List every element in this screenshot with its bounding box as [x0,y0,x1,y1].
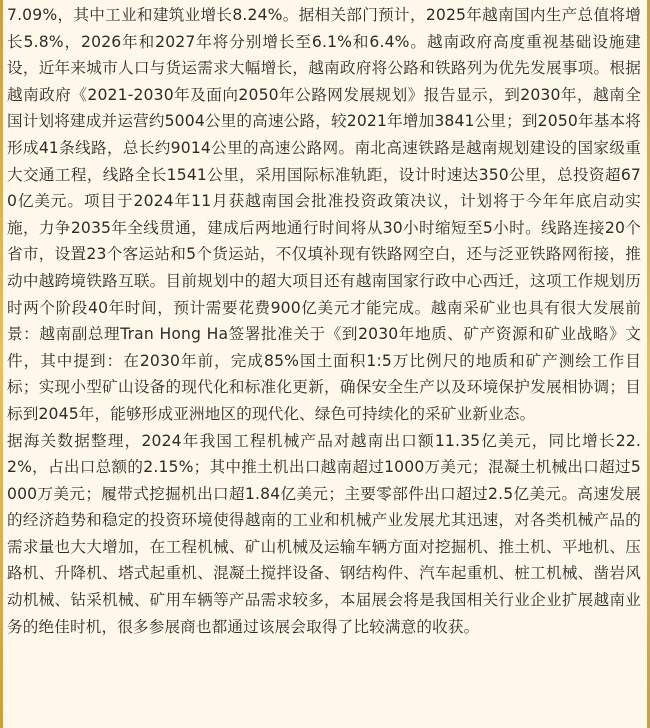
paragraph-export-data-exhibition: 据海关数据整理，2024年我国工程机械产品对越南出口额11.35亿美元，同比增长22.2%，占出口总额的2.15%；其中推土机出口越南超过1000万美元；混凝土机械出口超过5000万美元；履带式挖掘机出口超1.84亿美元；主要零部件出口超过2.5亿美元。高速发展的经济趋势和稳定的投资环境使得越南的工业和机械产业发展尤其迅速，对各类机械产品的需求量也大大增加，在工程机械、矿山机械及运输车辆方面对挖掘机、推土机、平地机、压路机、升降机、塔式起重机、混凝土搅拌设备、钢结构件、汽车起重机、桩工机械、凿岩风动机械、钻采机械、矿用车辆等产品需求较多，本届展会将是我国相关行业企业扩展越南业务的绝佳时机，很多参展商也都通过该展会取得了比较满意的收获。 [7,431,641,636]
paragraph-vietnam-economy-infrastructure: 7.09%，其中工业和建筑业增长8.24%。据相关部门预计，2025年越南国内生产总值将增长5.8%，2026年和2027年将分别增长至6.1%和6.4%。越南政府高度重视基础设施建设，近年来城市人口与货运需求大幅增长，越南政府将公路和铁路列为优先发展事项。根据越南政府《2021-2030年及面向2050年公路网发展规划》报告显示，到2030年，越南全国计划将建成并运营约5004公里的高速公路，较2021年增加3841公里；到2050年基本将形成41条线路，总长约9014公里的高速公路网。南北高速铁路是越南规划建设的国家级重大交通工程，线路全长1541公里，采用国际标准轨距，设计时速达350公里，总投资超670亿美元。项目于2024年11月获越南国会批准投资政策决议，计划将于今年年底启动实施，力争2035年全线贯通，建成后两地通行时间将从30小时缩短至5小时。线路连接20个省市，设置23个客运站和5个货运站，不仅填补现有铁路网空白，还与泛亚铁路网衔接，推动中越跨境铁路互联。目前规划中的超大项目还有越南国家行政中心西迁，这项工作规划历时两个阶段40年时间，预计需要花费900亿美元才能完成。越南采矿业也具有很大发展前景：越南副总理Tran Hong Ha签署批准关于《到2030年地质、矿产资源和矿业战略》文件，其中提到：在2030年前，完成85%国土面积1:5万比例尺的地质和矿产测绘工作目标；实现小型矿山设备的现代化和标准化更新，确保安全生产以及环境保护发展相协调；目标到2045年，能够形成亚洲地区的现代化、绿色可持续化的采矿业新业态。 [7,6,641,423]
left-frame-border [0,0,3,728]
article-body [7,0,641,640]
